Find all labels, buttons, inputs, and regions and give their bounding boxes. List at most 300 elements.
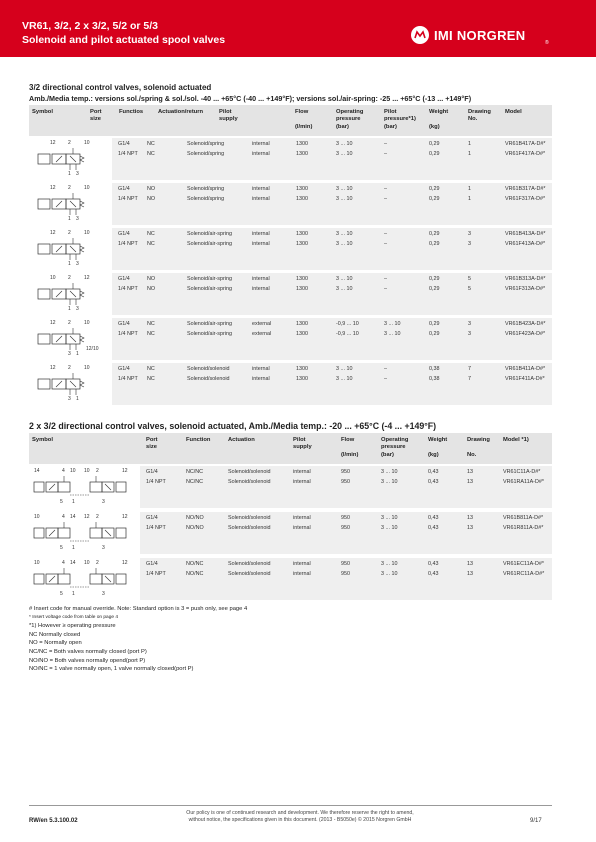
- pilot-supply-cell: internal: [252, 151, 270, 157]
- port-label: 12: [50, 365, 56, 371]
- port-label: 3: [76, 216, 79, 222]
- header-weight-unit: (kg): [428, 452, 439, 458]
- document-title: VR61, 3/2, 2 x 3/2, 5/2 or 5/3: [22, 20, 159, 32]
- symbol-line: [70, 156, 76, 162]
- flow-cell: 1300: [296, 331, 308, 337]
- symbol-line: [49, 484, 55, 490]
- port-label: 1: [68, 306, 71, 312]
- port-label: 4: [62, 560, 65, 566]
- weight-cell: 0,29: [429, 151, 440, 157]
- port-label: 2: [68, 140, 71, 146]
- pilot-pressure-cell: –: [384, 186, 387, 192]
- flow-cell: 1300: [296, 366, 308, 372]
- header-port-a: Port: [146, 437, 158, 443]
- function-cell: NC: [147, 376, 155, 382]
- symbol-line: [70, 291, 76, 297]
- weight-cell: 0,29: [429, 231, 440, 237]
- pilot-supply-cell: internal: [293, 515, 311, 521]
- header-pilot-a: Pilot: [293, 437, 306, 443]
- drawing-no-cell: 1: [468, 141, 471, 147]
- header-symbol: Symbol: [32, 437, 53, 443]
- actuation-cell: Solenoid/spring: [187, 141, 225, 147]
- port-label: 2: [96, 514, 99, 520]
- symbol-line: [80, 336, 84, 342]
- port-label: 4: [62, 468, 65, 474]
- header-flow-unit: (l/min): [341, 452, 359, 458]
- pilot-supply-cell: internal: [252, 366, 270, 372]
- model-cell: VR61F413A-D#*: [505, 241, 546, 247]
- weight-cell: 0,29: [429, 186, 440, 192]
- port-label: 1: [68, 216, 71, 222]
- footer-divider: [29, 805, 552, 806]
- actuation-cell: Solenoid/solenoid: [228, 561, 271, 567]
- pilot-pressure-cell: 3 ... 10: [384, 331, 401, 337]
- operating-pressure-cell: 3 ... 10: [381, 515, 398, 521]
- pilot-pressure-cell: –: [384, 241, 387, 247]
- weight-cell: 0,43: [428, 515, 439, 521]
- port-size-cell: G1/4: [146, 561, 158, 567]
- pilot-supply-cell: internal: [252, 186, 270, 192]
- actuation-cell: Solenoid/air-spring: [187, 321, 232, 327]
- port-label: 2: [68, 320, 71, 326]
- pilot-pressure-cell: –: [384, 231, 387, 237]
- operating-pressure-cell: -0,9 ... 10: [336, 321, 359, 327]
- pilot-supply-cell: internal: [293, 479, 311, 485]
- header-weight: Weight: [429, 109, 449, 115]
- drawing-no-cell: 13: [467, 525, 473, 531]
- actuation-cell: Solenoid/solenoid: [228, 571, 271, 577]
- footnote-line: NC/NC = Both valves normally closed (port P): [29, 648, 147, 655]
- port-label: 10: [50, 275, 56, 281]
- pilot-supply-cell: internal: [293, 469, 311, 475]
- drawing-no-cell: 1: [468, 186, 471, 192]
- header-pilot-a: Pilot: [219, 109, 232, 115]
- weight-cell: 0,38: [429, 366, 440, 372]
- model-cell: VR61F411A-D#*: [505, 376, 545, 382]
- drawing-no-cell: 7: [468, 366, 471, 372]
- pilot-supply-cell: external: [252, 331, 272, 337]
- header-weight-unit: (kg): [429, 124, 440, 130]
- policy-line-2: without notice, the specifications given in this document. (2013 - B5050e) © 2015 Norgren GmbH: [188, 817, 412, 823]
- pilot-supply-cell: internal: [293, 571, 311, 577]
- model-cell: VR61C11A-D#*: [503, 469, 541, 475]
- symbol-line: [34, 574, 44, 584]
- actuation-cell: Solenoid/air-spring: [187, 286, 232, 292]
- port-label: 14: [70, 560, 76, 566]
- port-label: 1: [68, 171, 71, 177]
- weight-cell: 0,43: [428, 525, 439, 531]
- port-label: 10: [84, 230, 90, 236]
- port-size-cell: 1/4 NPT: [118, 286, 138, 292]
- weight-cell: 0,29: [429, 241, 440, 247]
- drawing-no-cell: 13: [467, 479, 473, 485]
- valve-symbol-icon: [32, 363, 110, 405]
- drawing-no-cell: 1: [468, 151, 471, 157]
- operating-pressure-cell: 3 ... 10: [336, 286, 353, 292]
- port-label: 10: [70, 468, 76, 474]
- actuation-cell: Solenoid/spring: [187, 196, 225, 202]
- header-op-a: Operating: [336, 109, 364, 115]
- header-actuation: Actuation: [228, 437, 255, 443]
- symbol-line: [90, 574, 102, 584]
- port-size-cell: G1/4: [146, 469, 158, 475]
- symbol-line: [56, 291, 62, 297]
- model-cell: VR61B811A-D#*: [503, 515, 544, 521]
- flow-cell: 950: [341, 561, 350, 567]
- function-cell: NO/NO: [186, 515, 204, 521]
- symbol-line: [116, 482, 126, 492]
- function-cell: NO/NC: [186, 561, 204, 567]
- flow-cell: 1300: [296, 186, 308, 192]
- section2-title: 2 x 3/2 directional control valves, solenoid actuated, Amb./Media temp.: -20 ... +65°C (-4 ... +149°F): [29, 421, 437, 431]
- valve-symbol-drawing: [32, 273, 110, 315]
- function-cell: NC/NC: [186, 469, 204, 475]
- actuation-cell: Solenoid/spring: [187, 151, 225, 157]
- symbol-line: [38, 379, 50, 389]
- port-label: 12: [84, 514, 90, 520]
- operating-pressure-cell: 3 ... 10: [336, 241, 353, 247]
- drawing-no-cell: 3: [468, 231, 471, 237]
- port-size-cell: G1/4: [118, 231, 130, 237]
- symbol-line: [38, 289, 50, 299]
- port-label: 2: [68, 185, 71, 191]
- port-label: 10: [84, 365, 90, 371]
- page-number: 9/17: [530, 818, 542, 824]
- port-label: 12: [122, 468, 128, 474]
- symbol-line: [58, 574, 70, 584]
- port-label: 3: [76, 306, 79, 312]
- header-op-b: pressure: [336, 116, 361, 122]
- model-cell: VR61B423A-D#*: [505, 321, 546, 327]
- weight-cell: 0,38: [429, 376, 440, 382]
- operating-pressure-cell: 3 ... 10: [336, 186, 353, 192]
- header-drawing-b: No.: [468, 116, 478, 122]
- actuation-cell: Solenoid/solenoid: [187, 366, 230, 372]
- header-function: Functios: [119, 109, 144, 115]
- weight-cell: 0,29: [429, 321, 440, 327]
- valve-symbol-icon: [32, 183, 110, 225]
- symbol-line: [90, 528, 102, 538]
- actuation-cell: Solenoid/spring: [187, 186, 225, 192]
- pilot-pressure-cell: –: [384, 376, 387, 382]
- header-model: Model *1): [503, 437, 529, 443]
- weight-cell: 0,43: [428, 571, 439, 577]
- port-label: 12: [50, 140, 56, 146]
- port-label: 12: [122, 514, 128, 520]
- port-label: 14: [34, 468, 40, 474]
- pilot-pressure-cell: –: [384, 196, 387, 202]
- port-label: 3: [68, 396, 71, 402]
- weight-cell: 0,29: [429, 276, 440, 282]
- port-size-cell: 1/4 NPT: [118, 151, 138, 157]
- valve-symbol-icon: [32, 466, 142, 508]
- symbol-line: [80, 291, 84, 297]
- brand-logo-text: IMI NORGREN: [434, 28, 526, 43]
- header-port-b: size: [146, 444, 157, 450]
- header-flow: Flow: [295, 109, 309, 115]
- symbol-line: [56, 381, 62, 387]
- operating-pressure-cell: -0,9 ... 10: [336, 331, 359, 337]
- operating-pressure-cell: 3 ... 10: [336, 231, 353, 237]
- symbol-line: [49, 576, 55, 582]
- port-size-cell: 1/4 NPT: [146, 479, 166, 485]
- actuation-cell: Solenoid/air-spring: [187, 331, 232, 337]
- port-label: 4: [62, 514, 65, 520]
- symbol-line: [56, 201, 62, 207]
- weight-cell: 0,43: [428, 479, 439, 485]
- valve-symbol-drawing: [32, 228, 110, 270]
- section1-subtitle: Amb./Media temp.: versions sol./spring & sol./sol. -40 ... +65°C (-40 ... +149°F); versions sol./air-spring: -25 ... +65°C (-13 ... +149°F): [29, 94, 472, 103]
- actuation-cell: Solenoid/solenoid: [228, 469, 271, 475]
- symbol-line: [49, 530, 55, 536]
- section2-table-header: [29, 433, 552, 464]
- port-size-cell: G1/4: [118, 141, 130, 147]
- footnote-line: # Insert code for manual override. Note: Standard option is 3 = push only, see page 4: [29, 606, 248, 612]
- port-label: 3: [102, 545, 105, 551]
- flow-cell: 1300: [296, 376, 308, 382]
- actuation-cell: Solenoid/solenoid: [228, 515, 271, 521]
- pilot-supply-cell: internal: [252, 196, 270, 202]
- pilot-pressure-cell: –: [384, 141, 387, 147]
- function-cell: NO: [147, 276, 156, 282]
- drawing-no-cell: 5: [468, 286, 471, 292]
- function-cell: NC/NC: [186, 479, 204, 485]
- function-cell: NC: [147, 231, 155, 237]
- drawing-no-cell: 5: [468, 276, 471, 282]
- flow-cell: 1300: [296, 151, 308, 157]
- valve-symbol-icon: [32, 228, 110, 270]
- port-label: 3: [76, 261, 79, 267]
- symbol-line: [105, 484, 111, 490]
- operating-pressure-cell: 3 ... 10: [336, 141, 353, 147]
- valve-symbol-icon: [32, 318, 110, 360]
- drawing-no-cell: 13: [467, 561, 473, 567]
- valve-symbol-icon: [32, 512, 142, 554]
- port-size-cell: 1/4 NPT: [118, 331, 138, 337]
- port-size-cell: 1/4 NPT: [118, 376, 138, 382]
- operating-pressure-cell: 3 ... 10: [336, 366, 353, 372]
- footnote-line: NO = Normally open: [29, 640, 82, 647]
- symbol-line: [116, 574, 126, 584]
- model-cell: VR61F417A-D#*: [505, 151, 546, 157]
- pilot-pressure-cell: 3 ... 10: [384, 321, 401, 327]
- port-size-cell: 1/4 NPT: [146, 525, 166, 531]
- symbol-line: [38, 244, 50, 254]
- pilot-pressure-cell: –: [384, 151, 387, 157]
- symbol-line: [58, 528, 70, 538]
- flow-cell: 1300: [296, 241, 308, 247]
- flow-cell: 1300: [296, 321, 308, 327]
- port-size-cell: 1/4 NPT: [118, 241, 138, 247]
- model-cell: VR61R811A-D#*: [503, 525, 544, 531]
- port-label: 3: [68, 351, 71, 357]
- actuation-cell: Solenoid/solenoid: [228, 525, 271, 531]
- function-cell: NC: [147, 366, 155, 372]
- valve-symbol-drawing: [32, 183, 110, 225]
- valve-symbol-drawing: [32, 138, 110, 180]
- port-label: 2: [68, 275, 71, 281]
- port-label: 5: [60, 545, 63, 551]
- port-label: 5: [60, 591, 63, 597]
- port-label: 10: [84, 140, 90, 146]
- pilot-supply-cell: internal: [252, 376, 270, 382]
- symbol-line: [34, 528, 44, 538]
- symbol-line: [80, 381, 84, 387]
- symbol-line: [116, 528, 126, 538]
- port-label: 12: [84, 275, 90, 281]
- flow-cell: 950: [341, 515, 350, 521]
- footnote-line: *1) However ≥ operating pressure: [29, 623, 116, 630]
- weight-cell: 0,29: [429, 196, 440, 202]
- function-cell: NC: [147, 151, 155, 157]
- header-actuation: Actuation/return: [158, 109, 204, 115]
- policy-note: [140, 810, 460, 824]
- operating-pressure-cell: 3 ... 10: [336, 196, 353, 202]
- flow-cell: 950: [341, 571, 350, 577]
- header-model: Model: [505, 109, 522, 115]
- header-pilot-b: supply: [219, 116, 238, 122]
- port-label: 3: [102, 499, 105, 505]
- actuation-cell: Solenoid/solenoid: [228, 479, 271, 485]
- weight-cell: 0,29: [429, 286, 440, 292]
- footnotes: [29, 605, 247, 674]
- pilot-supply-cell: internal: [252, 241, 270, 247]
- symbol-line: [80, 201, 84, 207]
- actuation-cell: Solenoid/air-spring: [187, 276, 232, 282]
- pilot-supply-cell: internal: [252, 231, 270, 237]
- weight-cell: 0,43: [428, 561, 439, 567]
- symbol-line: [38, 199, 50, 209]
- port-size-cell: 1/4 NPT: [118, 196, 138, 202]
- port-label: 1: [76, 396, 79, 402]
- model-cell: VR61F423A-D#*: [505, 331, 546, 337]
- actuation-cell: Solenoid/air-spring: [187, 241, 232, 247]
- operating-pressure-cell: 3 ... 10: [381, 571, 398, 577]
- weight-cell: 0,29: [429, 331, 440, 337]
- footnote-line: NO/NC = 1 valve normally open, 1 valve normally closed(port P): [29, 666, 194, 673]
- flow-cell: 950: [341, 469, 350, 475]
- header-pp-a: Pilot: [384, 109, 397, 115]
- symbol-line: [34, 482, 44, 492]
- drawing-no-cell: 13: [467, 469, 473, 475]
- operating-pressure-cell: 3 ... 10: [381, 479, 398, 485]
- port-size-cell: G1/4: [118, 321, 130, 327]
- drawing-no-cell: 3: [468, 321, 471, 327]
- port-label: 12/10: [86, 346, 99, 352]
- symbol-line: [38, 334, 50, 344]
- port-size-cell: 1/4 NPT: [146, 571, 166, 577]
- port-label: 1: [72, 591, 75, 597]
- footnote-line: NC Normally closed: [29, 631, 81, 638]
- function-cell: NC: [147, 141, 155, 147]
- symbol-line: [56, 156, 62, 162]
- pilot-pressure-cell: –: [384, 276, 387, 282]
- symbol-line: [70, 336, 76, 342]
- operating-pressure-cell: 3 ... 10: [381, 561, 398, 567]
- valve-symbol-icon: [32, 273, 110, 315]
- function-cell: NO/NO: [186, 525, 204, 531]
- symbol-line: [56, 246, 62, 252]
- model-cell: VR61RA11A-D#*: [503, 479, 544, 485]
- symbol-line: [38, 154, 50, 164]
- norgren-logo-icon: [411, 26, 429, 44]
- port-label: 1: [72, 545, 75, 551]
- pilot-supply-cell: internal: [293, 525, 311, 531]
- footnote-line: * Insert voltage code from table on page 4: [29, 614, 119, 620]
- operating-pressure-cell: 3 ... 10: [381, 469, 398, 475]
- symbol-line: [105, 576, 111, 582]
- port-label: 12: [50, 185, 56, 191]
- flow-cell: 950: [341, 479, 350, 485]
- symbol-line: [70, 246, 76, 252]
- symbol-line: [70, 201, 76, 207]
- valve-symbol-icon: [32, 138, 110, 180]
- model-cell: VR61B411A-D#*: [505, 366, 546, 372]
- port-label: 1: [68, 261, 71, 267]
- function-cell: NC: [147, 331, 155, 337]
- header-pp-b: pressure*1): [384, 116, 416, 122]
- function-cell: NO: [147, 196, 156, 202]
- pilot-supply-cell: external: [252, 321, 272, 327]
- port-label: 5: [60, 499, 63, 505]
- symbol-line: [105, 530, 111, 536]
- drawing-no-cell: 13: [467, 571, 473, 577]
- drawing-no-cell: 13: [467, 515, 473, 521]
- operating-pressure-cell: 3 ... 10: [336, 376, 353, 382]
- symbol-line: [80, 246, 84, 252]
- function-cell: NO/NC: [186, 571, 204, 577]
- flow-cell: 1300: [296, 276, 308, 282]
- header-drawing-b: No.: [467, 452, 477, 458]
- port-label: 12: [122, 560, 128, 566]
- port-label: 10: [84, 320, 90, 326]
- actuation-cell: Solenoid/solenoid: [187, 376, 230, 382]
- symbol-line: [58, 482, 70, 492]
- port-size-cell: G1/4: [146, 515, 158, 521]
- model-cell: VR61B413A-D#*: [505, 231, 546, 237]
- port-size-cell: G1/4: [118, 366, 130, 372]
- port-size-cell: G1/4: [118, 186, 130, 192]
- header-port-b: size: [90, 116, 101, 122]
- port-label: 14: [70, 514, 76, 520]
- flow-cell: 1300: [296, 141, 308, 147]
- header-pp-unit: (bar): [384, 124, 397, 130]
- port-size-cell: G1/4: [118, 276, 130, 282]
- header-banner: [0, 0, 596, 57]
- registered-mark: ®: [545, 40, 549, 46]
- port-label: 2: [96, 468, 99, 474]
- port-label: 1: [76, 351, 79, 357]
- header-flow-unit: (l/min): [295, 124, 313, 130]
- model-cell: VR61RC11A-D#*: [503, 571, 545, 577]
- port-label: 3: [102, 591, 105, 597]
- model-cell: VR61B317A-D#*: [505, 186, 546, 192]
- header-op-a: Operating: [381, 437, 409, 443]
- function-cell: NC: [147, 321, 155, 327]
- port-label: 10: [34, 560, 40, 566]
- symbol-line: [80, 156, 84, 162]
- flow-cell: 1300: [296, 196, 308, 202]
- port-label: 2: [68, 230, 71, 236]
- header-weight: Weight: [428, 437, 448, 443]
- section1-table-header: [29, 105, 552, 136]
- header-op-unit: (bar): [336, 124, 349, 130]
- port-label: 2: [68, 365, 71, 371]
- port-label: 1: [72, 499, 75, 505]
- drawing-no-cell: 1: [468, 196, 471, 202]
- header-port-a: Port: [90, 109, 102, 115]
- drawing-no-cell: 3: [468, 241, 471, 247]
